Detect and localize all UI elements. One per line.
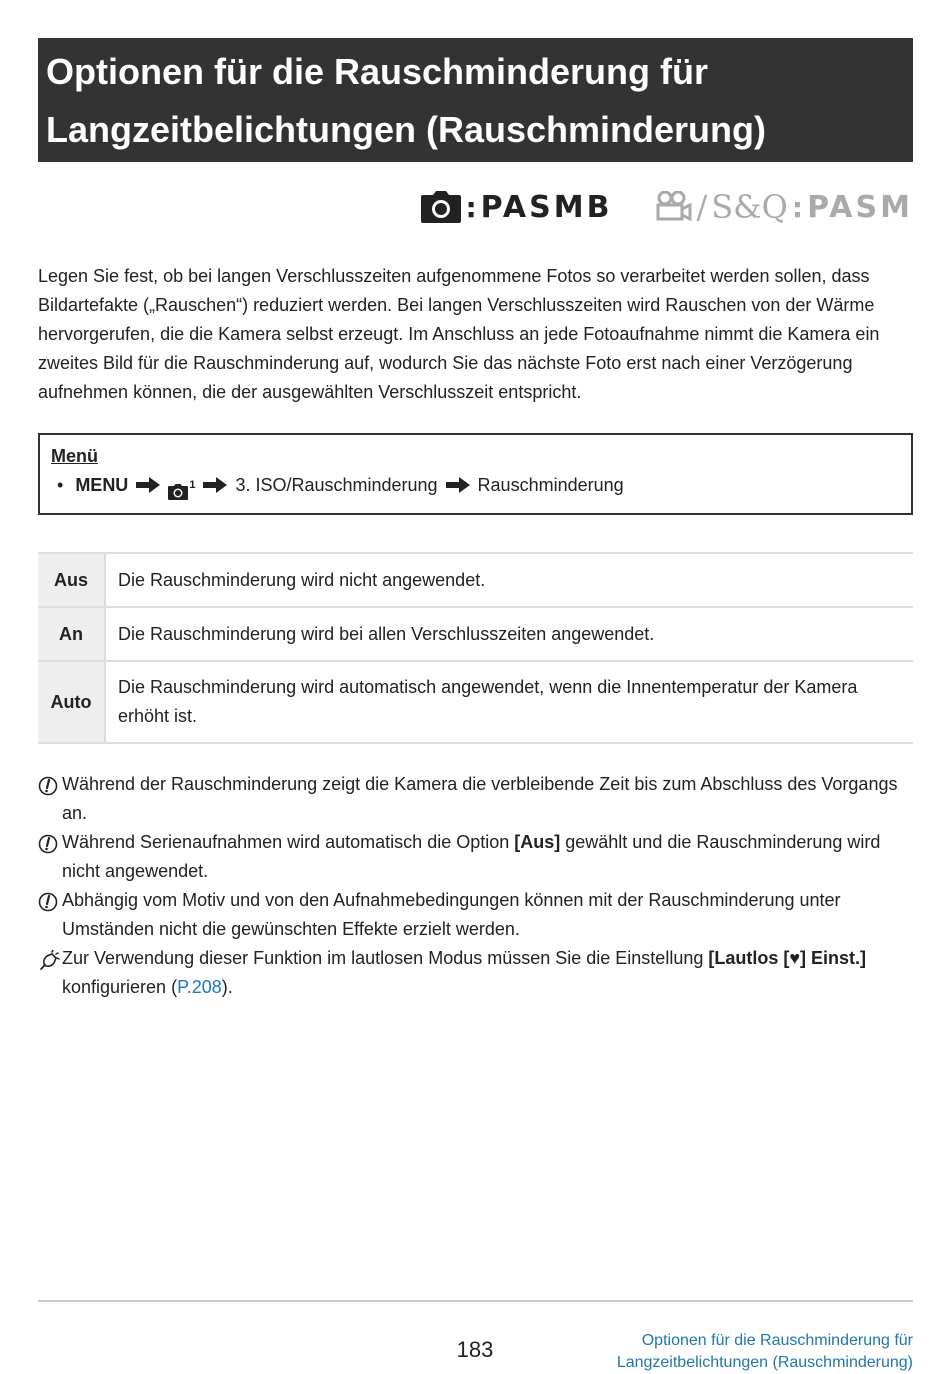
menu-title: Menü <box>51 446 98 466</box>
table-row <box>38 607 913 661</box>
menu-path-box <box>38 433 913 515</box>
caution-note <box>38 886 918 944</box>
table-row <box>38 553 913 607</box>
footer-link-line1[interactable]: Optionen für die Rauschminderung für <box>641 1332 913 1349</box>
option-description: Die Rauschminderung wird nicht angewendet. <box>118 569 486 590</box>
footer-section-link[interactable] <box>617 1330 913 1374</box>
footer-divider <box>38 1300 913 1302</box>
table-row <box>38 661 913 743</box>
caution-text: Während der Rauschminderung zeigt die Kamera die verbleibende Zeit bis zum Abschluss des Vorgangs an. <box>62 774 898 823</box>
video-mode-colon: : <box>791 190 804 224</box>
arrow-right-icon <box>446 477 470 493</box>
options-table <box>38 552 913 744</box>
tip-icon <box>38 944 62 1002</box>
photo-tab <box>168 470 195 500</box>
photo-modes <box>421 190 612 225</box>
photo-mode-letters: PASMB <box>480 189 613 225</box>
caution-icon <box>38 828 62 886</box>
menu-item: Rauschminderung <box>477 475 624 495</box>
notes-list <box>38 770 918 1002</box>
option-description: Die Rauschminderung wird automatisch angewendet, wenn die Innentemperatur der Kamera erhöht ist. <box>118 677 858 726</box>
caution-icon <box>38 886 62 944</box>
sq-mode-label: S&Q <box>711 188 788 226</box>
page-title <box>46 43 905 159</box>
video-mode-separator: / <box>696 188 708 226</box>
intro-paragraph: Legen Sie fest, ob bei langen Verschlusszeiten aufgenommene Fotos so verarbeitet werden sollen, dass Bildartefakte („Rauschen“) reduziert werden. Bei langen Verschlusszeiten wird Rauschen von der Wärme hervorgerufen, die die Kamera selbst erzeugt. Im Anschluss an jede Fotoaufnahme nimmt die Kamera ein zweites Bild für die Rauschminderung auf, wodurch Sie das nächste Foto erst nach einer Verzögerung aufnehmen können, die der ausgewählten Verschlusszeit entspricht. <box>38 266 880 402</box>
tip-text-part: ). <box>221 977 233 997</box>
camera-icon <box>421 191 461 223</box>
bullet: • <box>57 475 64 495</box>
page-title-bar <box>38 38 913 162</box>
caution-text <box>62 828 918 886</box>
shooting-modes <box>421 186 913 228</box>
option-description: Die Rauschminderung wird bei allen Verschlusszeiten angewendet. <box>118 623 655 644</box>
caution-text-part: Während Serienaufnahmen wird automatisch die Option <box>62 832 515 852</box>
arrow-right-icon <box>136 477 160 493</box>
tip-text-part: konfigurieren ( <box>62 977 178 997</box>
tip-note <box>38 944 918 1002</box>
menu-label: MENU <box>75 475 129 495</box>
page-title-line2: Langzeitbelichtungen (Rauschminderung) <box>46 109 767 150</box>
setting-reference: [Lautlos [♥] Einst.] <box>708 948 867 968</box>
menu-step: 3. ISO/Rauschminderung <box>235 475 438 495</box>
option-name: Auto <box>38 661 105 743</box>
page-title-line1: Optionen für die Rauschminderung für <box>46 51 709 92</box>
option-name: An <box>38 607 105 661</box>
video-mode-letters: PASM <box>807 189 913 225</box>
page-reference-link[interactable]: P.208 <box>177 977 222 997</box>
caution-note <box>38 828 918 886</box>
caution-text-part: gewählt und die Rauschminderung wird nicht angewendet. <box>62 832 881 881</box>
caution-icon <box>38 770 62 828</box>
caution-note <box>38 770 918 828</box>
page-number: 183 <box>456 1337 494 1362</box>
option-name: Aus <box>38 553 105 607</box>
footer-link-line2[interactable]: Langzeitbelichtungen (Rauschminderung) <box>616 1354 913 1371</box>
option-reference: [Aus] <box>514 832 561 852</box>
menu-path <box>51 470 900 500</box>
tip-text-part: Zur Verwendung dieser Funktion im lautlosen Modus müssen Sie die Einstellung <box>62 948 709 968</box>
photo-tab-index: 1 <box>189 479 196 491</box>
video-modes <box>656 188 913 226</box>
caution-text: Abhängig vom Motiv und von den Aufnahmebedingungen können mit der Rauschminderung unter Umständen nicht die gewünschten Effekte erzielt werden. <box>62 890 841 939</box>
tip-text <box>62 944 918 1002</box>
camera-icon <box>168 484 188 500</box>
arrow-right-icon <box>203 477 227 493</box>
movie-camera-icon <box>656 191 692 223</box>
photo-mode-colon: : <box>465 190 477 224</box>
